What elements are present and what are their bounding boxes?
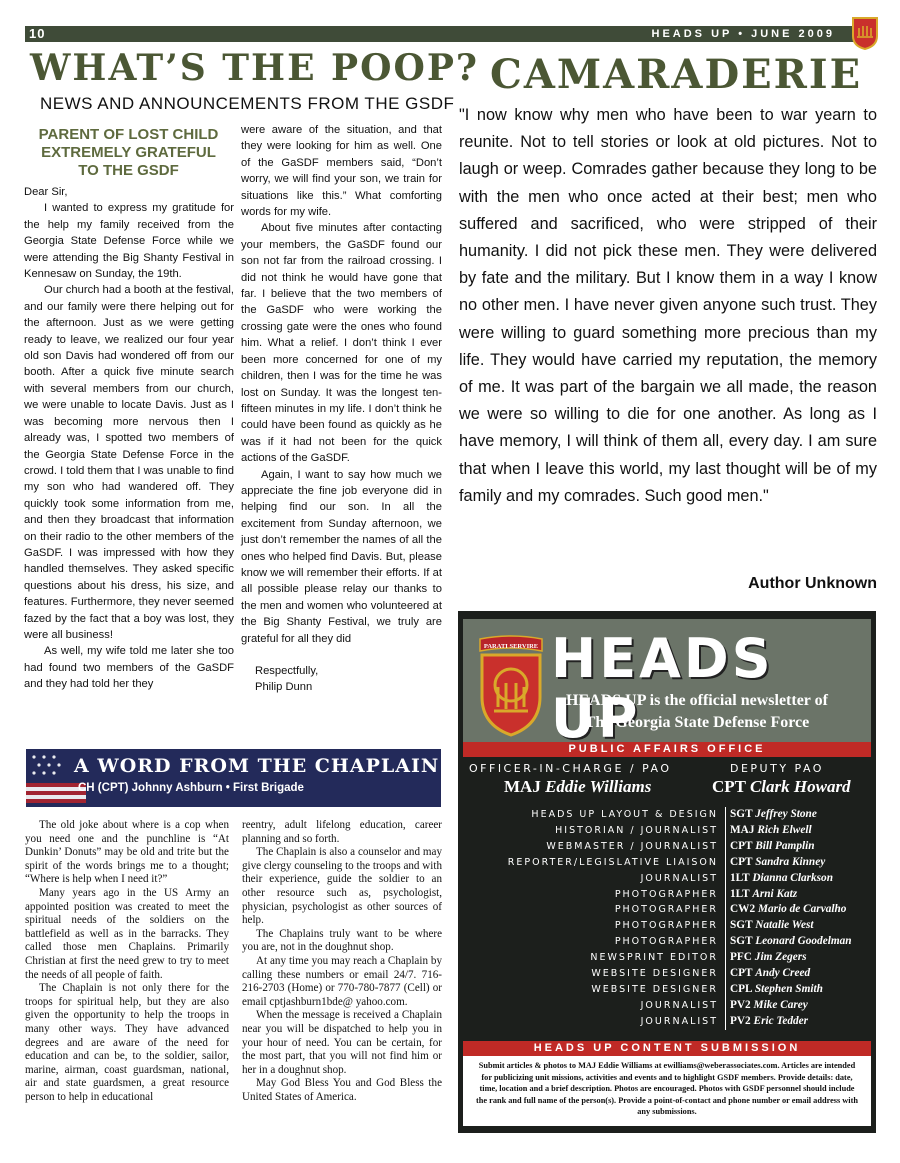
staff-role: PHOTOGRAPHER (614, 920, 718, 932)
rank: SGT (730, 808, 753, 820)
chaplain-banner (26, 749, 441, 807)
rank: 1LT (730, 871, 750, 884)
quote-author: Author Unknown (748, 575, 877, 592)
person-name: Eric Tedder (753, 1014, 809, 1027)
staff-role: JOURNALIST (640, 1015, 718, 1027)
paragraph: The Chaplain is not only there for the troops for spiritual help, but they are also given the opportunity to help the troops in many other ways. They have advanced degrees and are aware of the need for education and can be, to the soldier, sailor, marine, airman, coast guardsman, national, air and state guardsmen, a great resource person to help in educational (25, 982, 229, 1103)
rank: CPT (730, 855, 753, 868)
staff-role: NEWSPRINT EDITOR (590, 952, 718, 964)
staff-role: WEBSITE DESIGNER (591, 968, 718, 980)
masthead-line-2: The Georgia State Defense Force (584, 714, 810, 731)
staff-role: REPORTER/LEGISLATIVE LIAISON (507, 856, 718, 868)
heads-up-logo: HEADS UP (551, 627, 774, 742)
person-name: Rich Elwell (757, 823, 812, 836)
staff-member (730, 918, 875, 934)
rank: SGT (730, 919, 753, 932)
person-name: Stephen Smith (754, 982, 823, 995)
article-headline (26, 126, 231, 180)
rank: SGT (730, 935, 753, 948)
poop-title: WHAT’S THE POOP? (30, 47, 479, 89)
paragraph: The Chaplain is also a counselor and may give clergy counseling to the troops and with their experience, guide the soldier to an other resource such as, psychologist, physician, psychologist as other sources of help. (242, 846, 442, 927)
staff-member (730, 855, 875, 871)
staff-member (730, 887, 875, 903)
paragraph: About five minutes after contacting your members, the GaSDF found our son not far from the railroad crossing. I did not think he would have gone that far. I believe that the two members of the GaSDF who were working the crossing gate were the ones who found him. What a relief. I don’t think I ever been more concerned for one of my children, then I was for the time he was lost on Sunday. It was the longest ten-fifteen minutes in my life. I don’t think he could have been found as quickly as he was if it had not been for the quick actions of the GaSDF. (241, 222, 442, 465)
article-column-1 (24, 184, 234, 693)
deputy-label: DEPUTY PAO (730, 762, 824, 775)
staff-member (730, 902, 875, 918)
rank: CW2 (730, 903, 756, 916)
chaplain-column-2 (242, 819, 442, 1104)
rank: CPL (730, 982, 752, 995)
submission-text: Submit articles & photos to MAJ Eddie Williams at ewilliams@weberassociates.com. Articles are intended for publicizing unit missions, activities and events and to highlight GSDF members. Provide details: date, time, location and a brief description. Photos are encouraged. Photos with GSDF personnel should include the rank and full name of the person(s). Provide a point-of-contact and phone number or email address with any submissions. (463, 1056, 871, 1126)
paragraph: The old joke about where is a cop when you need one and the punchline is “At Dunkin’ Donuts” may be old and trite but the spirit of the words brings me to a thought; “Where is help when I need it?” (25, 819, 229, 886)
paragraph: Our church had a booth at the festival, and our family were there helping out for the afternoon. Just as we were getting ready to leave, we realized our four year old son Davis had wondered off from our booth. After a quick five minute search with several members from our church, we were unable to locate Davis. Just as I was becoming more nervous then I already was, I spotted two members of the Georgia State Defense Force in the crowd. I told them that I was unable to find my son who had wandered off. They quickly took some information from me, and then they broadcast that information on their radio to the other members of the GaSDF. I was impressed with how they handled themselves. They asked specific questions about his dress, his size, and features. Furthermore, they never seemed fazed by the fact that a boy was lost, they were all business! (24, 284, 234, 641)
headline-line: PARENT OF LOST CHILD (38, 126, 219, 143)
staff-role: JOURNALIST (640, 872, 718, 884)
salutation: Dear Sir, (24, 186, 68, 198)
staff-member (730, 839, 875, 855)
masthead-banner (463, 619, 871, 742)
staff-member (730, 871, 875, 887)
masthead-box (458, 611, 876, 1133)
rank: CPT (730, 839, 753, 852)
staff-member (730, 823, 875, 839)
rank: 1LT (730, 887, 750, 900)
rank: CPT (712, 777, 746, 796)
staff-role: HEADS UP LAYOUT & DESIGN (531, 809, 718, 820)
oic-label: OFFICER-IN-CHARGE / PAO (469, 762, 672, 775)
staff-role: HISTORIAN / JOURNALIST (555, 824, 718, 836)
issue-label: HEADS UP • JUNE 2009 (651, 28, 835, 40)
person-name: Leonard Goodelman (755, 935, 852, 948)
paragraph: were aware of the situation, and that they were looking for him as well. One of the GaSDF members said, “Don’t worry, we will find your son, we train for situations like this.” What comforting words for my wife. (241, 124, 442, 219)
signature: Philip Dunn (255, 681, 313, 694)
person-name: Jeffrey Stone (755, 808, 817, 820)
rank: CPT (730, 967, 753, 980)
paragraph: The Chaplains truly want to be where you are, not in the doughnut shop. (242, 927, 442, 954)
staff-member (730, 982, 875, 998)
deputy-name (712, 777, 851, 797)
staff-role: PHOTOGRAPHER (614, 904, 718, 916)
staff-role: PHOTOGRAPHER (614, 888, 718, 900)
gsdf-seal-icon (851, 16, 879, 50)
chaplain-column-1 (25, 819, 229, 1104)
rank: MAJ (504, 777, 541, 796)
chaplain-byline: CH (CPT) Johnny Ashburn • First Brigade (78, 782, 304, 794)
paragraph: May God Bless You and God Bless the United States of America. (242, 1077, 442, 1103)
camaraderie-title: CAMARADERIE (490, 51, 863, 98)
rank: MAJ (730, 823, 755, 836)
person-name: Arni Katz (752, 887, 798, 900)
staff-member (730, 998, 875, 1014)
rank: PV2 (730, 1014, 751, 1027)
person-name: Clark Howard (749, 777, 851, 796)
staff-names (725, 807, 875, 1030)
headline-line: TO THE GSDF (78, 162, 179, 179)
page-number: 10 (29, 26, 46, 41)
paragraph: reentry, adult lifelong education, career planning and so forth. (242, 819, 442, 845)
person-name: Eddie Williams (545, 777, 652, 796)
staff-member (730, 950, 875, 966)
person-name: Sandra Kinney (755, 855, 826, 868)
staff-member (730, 934, 875, 950)
oic-name (504, 777, 651, 797)
closing: Respectfully, (255, 665, 319, 677)
article-column-2 (241, 122, 442, 696)
paragraph: When the message is received a Chaplain near you will be dispatched to help you in your hour of need. You can be certain, for the most part, that you will not find him or her in a doughnut shop. (242, 1009, 442, 1076)
staff-member (730, 807, 875, 823)
person-name: Jim Zegers (754, 951, 807, 964)
public-affairs-bar: PUBLIC AFFAIRS OFFICE (463, 742, 871, 757)
paragraph: Many years ago in the US Army an appointed position was created to meet the spiritual needs of the soldiers on the battlefield as well as in the barracks. They called those men Chaplains. Primarily Christian at first the need grew to try to meet the needs of all people of faith. (25, 886, 229, 981)
submission-bar: HEADS UP CONTENT SUBMISSION (463, 1041, 871, 1056)
camaraderie-quote: "I now know why men who have been to war yearn to reunite. Not to tell stories or look at old pictures. Not to laugh or weep. Comrades gather because they long to be with the men who once acted at their best; men who suffered and sacrificed, who were stripped of their humanity. I did not pick these men. They were delivered by fate and the military. But I know them in a way I know no other men. I have never given anyone such trust. They were willing to guard something more precious than my life. They would have carried my reputation, the memory of me. It was part of the bargain we all made, the reason we were so willing to die for one another. As long as I have memory, I will think of them all, every day. I am sure that when I leave this world, my last thought will be of my family and my comrades. Such good men." (459, 106, 877, 505)
paragraph: As well, my wife told me later she too had found two members of the GaSDF and they had told her they (24, 645, 234, 691)
person-name: Mario de Carvalho (757, 903, 847, 916)
chaplain-title: A WORD FROM THE CHAPLAIN (74, 755, 440, 777)
masthead-line-1: HEADS UP is the official newsletter of (566, 692, 828, 709)
staff-role: PHOTOGRAPHER (614, 936, 718, 948)
staff-role: WEBMASTER / JOURNALIST (546, 840, 718, 852)
rank: PFC (730, 951, 752, 964)
staff-role: WEBSITE DESIGNER (591, 983, 718, 995)
staff-member (730, 1014, 875, 1030)
person-name: Bill Pamplin (755, 839, 815, 852)
header-bar (25, 26, 875, 42)
staff-member (730, 966, 875, 982)
person-name: Natalie West (755, 919, 814, 932)
person-name: Andy Creed (755, 967, 811, 980)
paragraph: At any time you may reach a Chaplain by calling these numbers or email 24/7. 716-216-2703 (Home) or 770-780-7877 (Cell) or email cptjashburn1bde@ yahoo.com. (242, 954, 442, 1008)
person-name: Mike Carey (753, 998, 808, 1011)
staff-roles (466, 807, 718, 1030)
rank: PV2 (730, 998, 751, 1011)
poop-subtitle: NEWS AND ANNOUNCEMENTS FROM THE GSDF (40, 94, 455, 113)
staff-role: JOURNALIST (640, 999, 718, 1011)
person-name: Dianna Clarkson (752, 871, 833, 884)
paragraph: Again, I want to say how much we appreciate the fine job everyone did in helping find our son. In all the excitement from Sunday afternoon, we just don’t remember the names of all the ones who helped find Davis. But, please know we will remember their efforts. If at all possible please relay our thanks to the men and women who volunteered at the Big Shanty Festival, we truly are grateful for all they did (241, 468, 442, 645)
paragraph: I wanted to express my gratitude for the help my family received from the Georgia State Defense Force while we were attending the Big Shanty Festival in Kennesaw on Sunday, the 19th. (24, 202, 234, 281)
headline-line: EXTREMELY GRATEFUL (41, 144, 216, 161)
crest-motto: PARATI SERVIRE (483, 643, 539, 650)
